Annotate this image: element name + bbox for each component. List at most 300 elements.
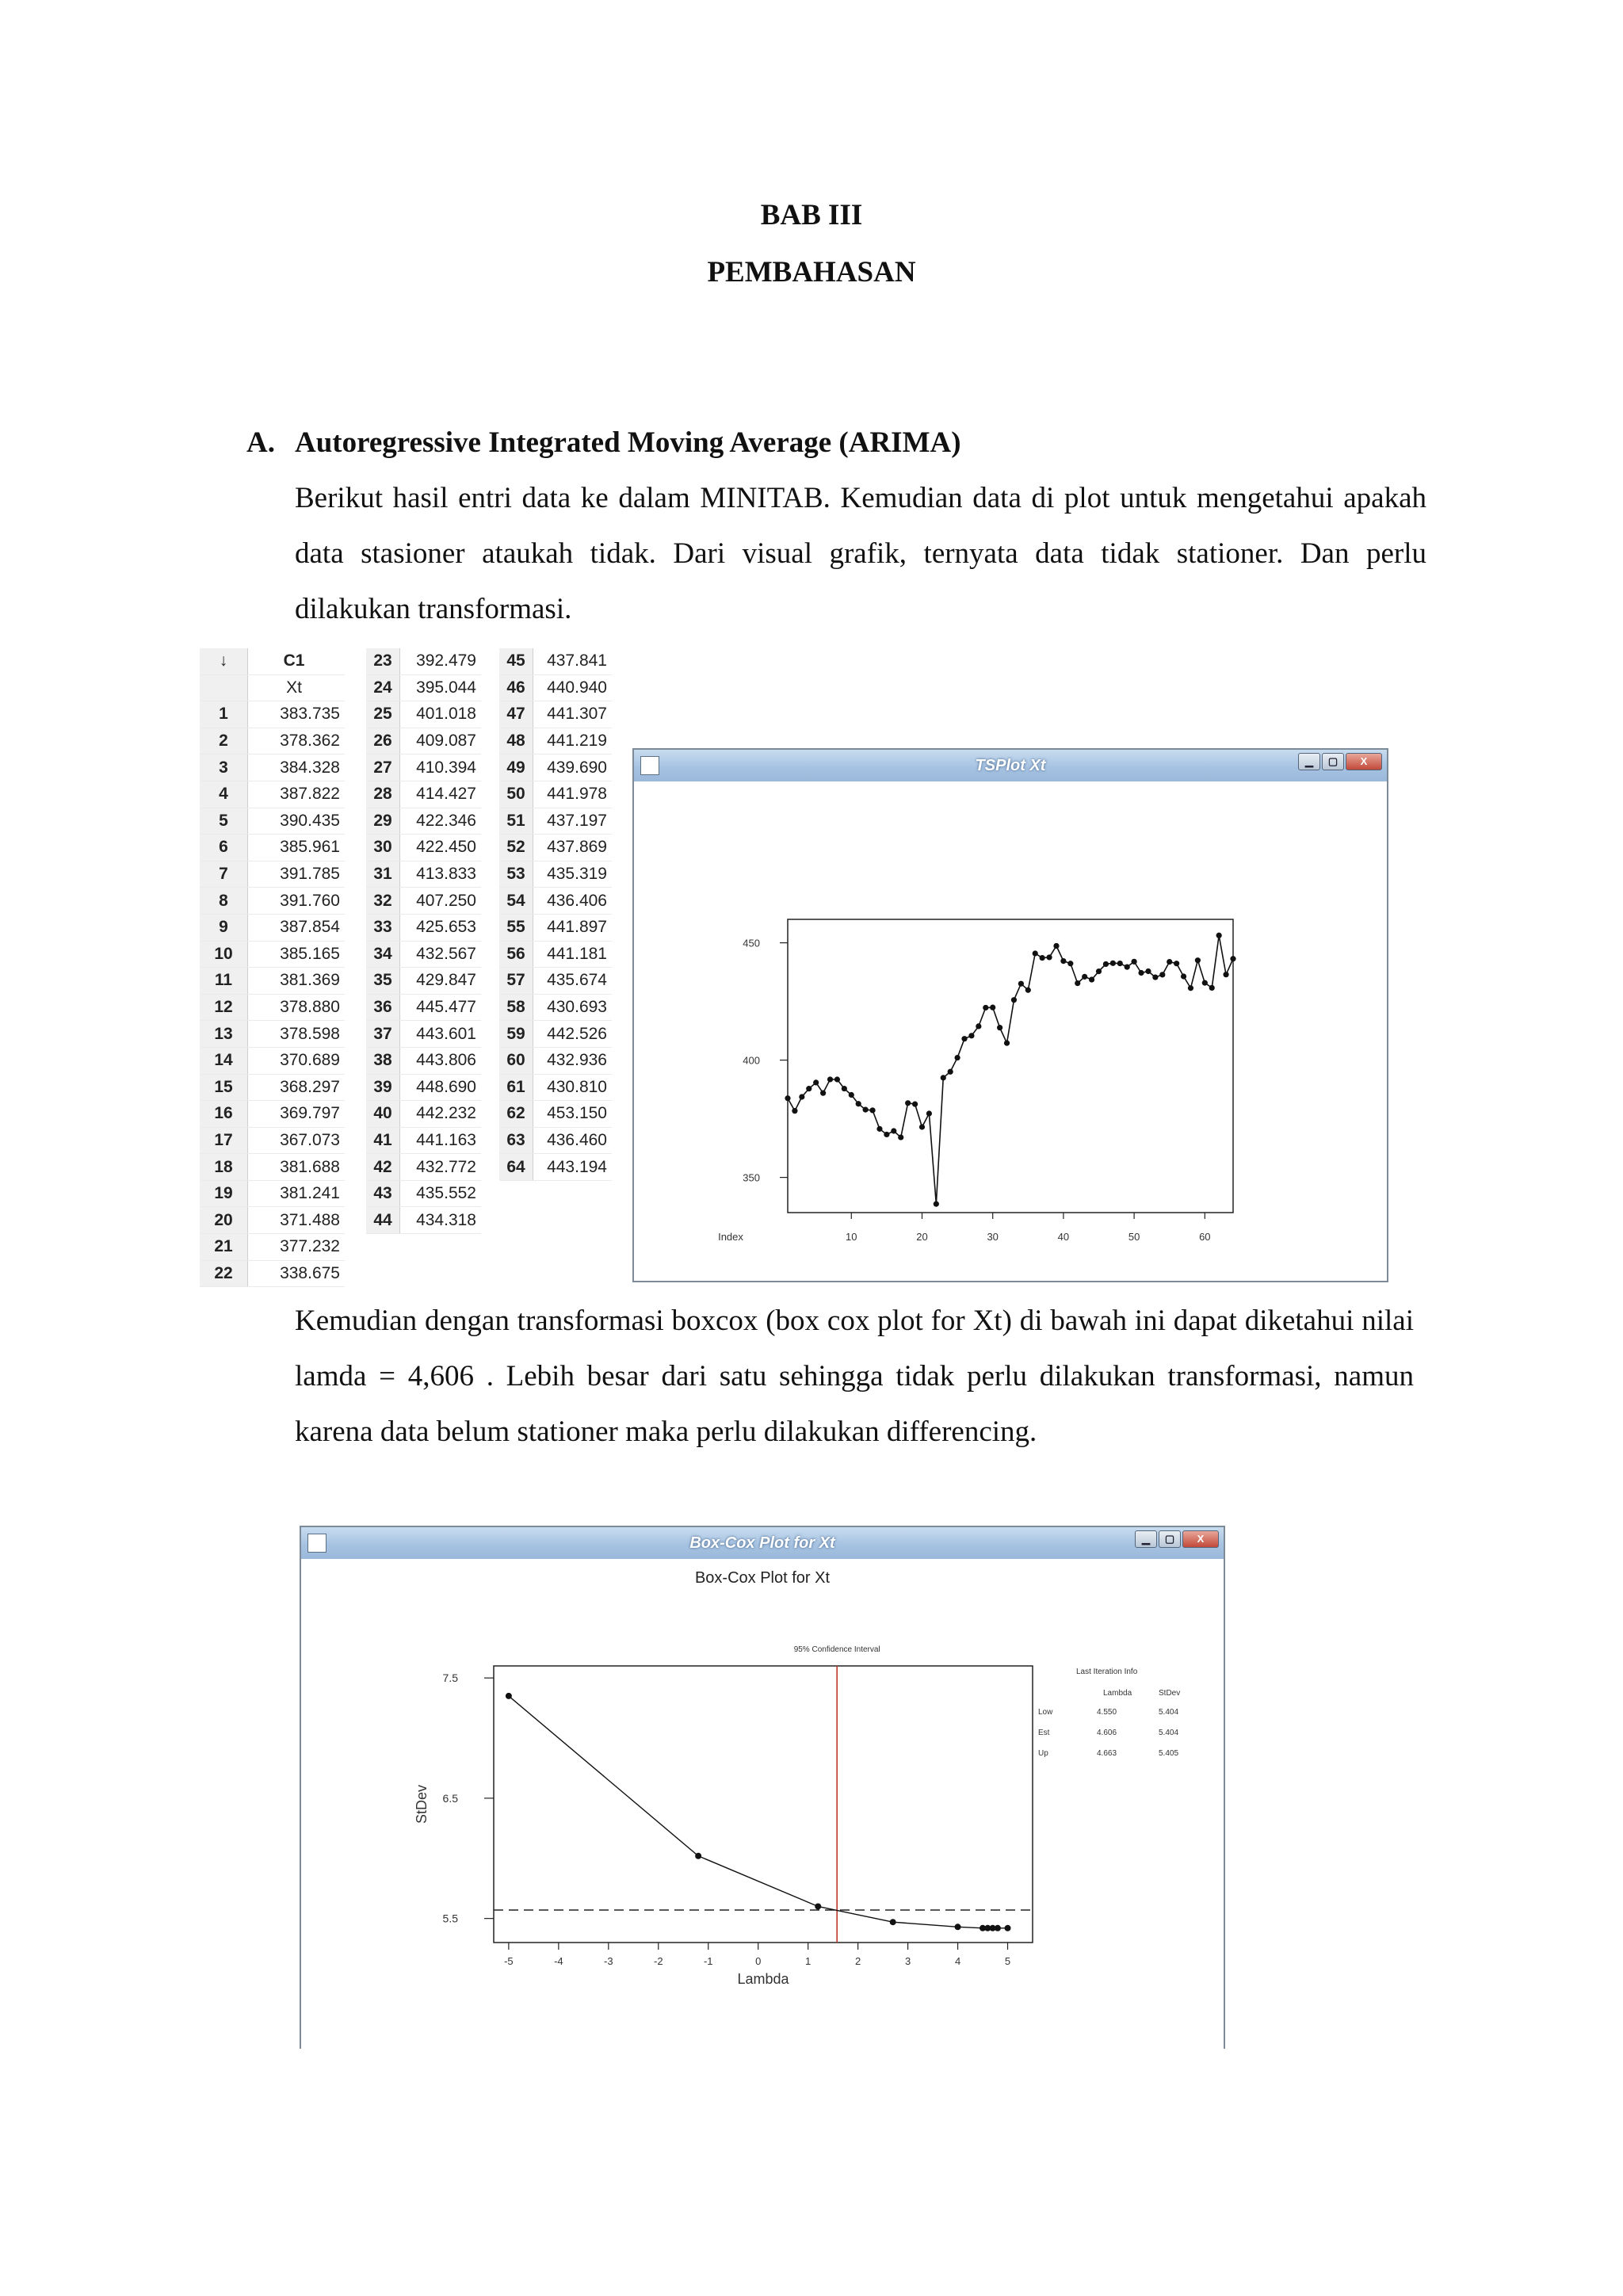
data-point [919,1124,925,1129]
worksheet-cell[interactable]: 378.598 [248,1021,346,1048]
x-tick-label: 1 [805,1955,812,1967]
worksheet-row [366,674,481,701]
worksheet-cell[interactable]: 432.936 [533,1047,613,1074]
data-point [926,1110,932,1116]
worksheet-cell[interactable]: 434.318 [400,1207,482,1234]
data-point [1152,974,1158,980]
x-tick-label: 10 [846,1231,857,1243]
data-point [806,1086,812,1091]
worksheet-row [499,914,612,941]
info-header-lambda: Lambda [1103,1689,1132,1698]
chapter-title: PEMBAHASAN [707,256,916,288]
row-number[interactable]: 45 [499,648,533,674]
row-number[interactable]: 28 [366,781,400,808]
worksheet-row [499,1047,612,1074]
worksheet-cell[interactable]: 378.880 [248,994,346,1021]
y-axis-label: StDev [414,1784,430,1824]
x-tick-label: 2 [855,1955,861,1967]
y-tick-label: 5.5 [442,1912,458,1925]
boxcox-chart [301,1559,1224,2050]
data-point [849,1092,854,1098]
worksheet-cell[interactable]: 439.690 [533,755,613,781]
minimize-button[interactable]: ▁ [1135,1530,1157,1548]
worksheet-row [499,755,612,781]
data-point [1138,970,1144,976]
x-tick-label: 40 [1057,1231,1070,1243]
row-number[interactable]: 15 [200,1074,248,1101]
row-number[interactable]: 50 [499,781,533,808]
data-point [869,1107,875,1113]
column-name-header[interactable]: C1 [248,648,346,674]
worksheet-row [366,808,481,835]
column-label-header[interactable]: Xt [248,674,346,701]
worksheet-row [366,835,481,861]
worksheet-cell[interactable]: 410.394 [400,755,482,781]
data-point [948,1069,953,1075]
worksheet-cell[interactable]: 441.219 [533,728,613,755]
worksheet-cell[interactable]: 387.822 [248,781,346,808]
worksheet-row [499,808,612,835]
worksheet-row [499,1101,612,1128]
x-tick-label: -1 [703,1955,713,1967]
worksheet-cell[interactable]: 440.940 [533,674,613,701]
x-tick-label: -2 [653,1955,663,1967]
worksheet-row [200,808,345,835]
paragraph-boxcox: Kemudian dengan transformasi boxcox (box cox plot for Xt) di bawah ini dapat diketahui nilai lamda = 4,606 . Lebih besar dari satu sehingga tidak perlu dilakukan transformasi, namun karena data belum stationer maka perlu dilakukan differencing. [295,1305,1414,1448]
data-point [1018,981,1024,987]
row-number[interactable]: 35 [366,968,400,995]
worksheet-cell[interactable]: 370.689 [248,1047,346,1074]
row-number[interactable]: 53 [499,861,533,888]
worksheet-cell[interactable]: 432.567 [400,941,482,968]
worksheet-row [200,755,345,781]
row-number[interactable]: 19 [200,1180,248,1207]
worksheet-cell[interactable]: 441.181 [533,941,613,968]
x-tick-label: 50 [1128,1231,1140,1243]
worksheet-row [200,701,345,728]
row-number[interactable]: 51 [499,808,533,835]
worksheet-cell[interactable]: 387.854 [248,914,346,941]
boxcox-window [300,1526,1225,2049]
worksheet-row [499,1127,612,1154]
worksheet-cell[interactable]: 371.488 [248,1207,346,1234]
paragraph-intro: Berikut hasil entri data ke dalam MINITAB. Kemudian data di plot untuk mengetahui apakah data stasioner ataukah tidak. Dari visual grafik, ternyata data tidak stationer. Dan perlu dilakukan transformasi. [295,482,1426,625]
row-number[interactable]: 14 [200,1047,248,1074]
worksheet-cell[interactable]: 441.163 [400,1127,482,1154]
row-number[interactable]: 21 [200,1234,248,1261]
worksheet-row [499,861,612,888]
maximize-button[interactable]: ▢ [1159,1530,1181,1548]
row-number[interactable]: 63 [499,1127,533,1154]
x-tick-label: 0 [755,1955,762,1967]
x-tick-label: 60 [1199,1231,1211,1243]
worksheet-cell[interactable]: 390.435 [248,808,346,835]
worksheet-row [200,1260,345,1287]
y-tick-label: 350 [743,1171,760,1184]
row-number[interactable]: 47 [499,701,533,728]
close-button[interactable]: X [1182,1530,1219,1548]
worksheet-cell[interactable]: 391.785 [248,861,346,888]
worksheet-cell[interactable]: 437.841 [533,648,613,674]
worksheet-cell[interactable]: 377.232 [248,1234,346,1261]
worksheet-row [200,861,345,888]
data-point [891,1128,896,1133]
worksheet-cell[interactable]: 381.688 [248,1154,346,1181]
worksheet-cell[interactable]: 407.250 [400,888,482,915]
boxcox-titlebar[interactable] [301,1527,1224,1559]
data-point [1188,985,1193,991]
data-point [968,1033,974,1038]
data-point [820,1091,826,1096]
x-tick-label: 30 [987,1231,999,1243]
worksheet-row [366,755,481,781]
worksheet-row [366,648,481,674]
worksheet-cell[interactable]: 368.297 [248,1074,346,1101]
row-number[interactable]: 40 [366,1101,400,1128]
x-tick-label: -3 [604,1955,613,1967]
row-number[interactable]: 61 [499,1074,533,1101]
worksheet-cell[interactable]: 441.978 [533,781,613,808]
worksheet-row [366,1154,481,1181]
worksheet-cell[interactable]: 443.806 [400,1047,482,1074]
info-header-stdev: StDev [1159,1689,1181,1698]
row-number[interactable]: 43 [366,1180,400,1207]
worksheet-cell[interactable]: 383.735 [248,701,346,728]
data-point [1132,959,1137,965]
data-point [890,1919,896,1925]
minitab-graph-icon [640,756,659,775]
data-point [863,1107,869,1113]
data-point [1011,997,1017,1003]
worksheet-row [200,835,345,861]
worksheet-cell[interactable]: 443.601 [400,1021,482,1048]
worksheet-row [366,994,481,1021]
data-point [1089,976,1094,982]
data-point [1004,1041,1010,1046]
worksheet-corner[interactable]: ↓ [200,648,248,674]
worksheet-row [499,781,612,808]
worksheet-row [499,835,612,861]
row-number[interactable]: 38 [366,1047,400,1074]
worksheet-cell[interactable]: 392.479 [400,648,482,674]
row-number[interactable]: 55 [499,914,533,941]
row-number[interactable]: 2 [200,728,248,755]
worksheet-row [366,888,481,915]
worksheet-cell[interactable]: 435.319 [533,861,613,888]
row-number[interactable]: 52 [499,835,533,861]
info-row-label: Est [1038,1729,1050,1737]
row-number[interactable]: 3 [200,755,248,781]
worksheet-cell[interactable]: 384.328 [248,755,346,781]
worksheet-row [366,1127,481,1154]
row-number[interactable]: 11 [200,968,248,995]
data-point [976,1023,981,1029]
data-point [1216,933,1222,938]
worksheet-cell[interactable]: 435.674 [533,968,613,995]
worksheet-column-block-3 [499,648,612,1181]
worksheet-cell[interactable]: 441.897 [533,914,613,941]
info-title: Last Iteration Info [1076,1668,1138,1676]
y-tick-label: 7.5 [442,1671,458,1685]
worksheet-row [200,1101,345,1128]
row-number[interactable]: 34 [366,941,400,968]
section-title: Autoregressive Integrated Moving Average (ARIMA) [295,426,961,459]
worksheet-cell[interactable]: 441.307 [533,701,613,728]
data-point [1209,985,1215,991]
row-number[interactable]: 10 [200,941,248,968]
worksheet-cell[interactable]: 395.044 [400,674,482,701]
data-point [1040,955,1045,961]
worksheet-column-block-2 [366,648,481,1234]
data-point [1110,961,1116,966]
row-number[interactable]: 5 [200,808,248,835]
info-row-lambda: 4.606 [1097,1729,1117,1737]
series-line [509,1696,1008,1928]
worksheet-cell[interactable]: 448.690 [400,1074,482,1101]
worksheet-row [499,1021,612,1048]
row-number[interactable]: 29 [366,808,400,835]
worksheet-row [366,1021,481,1048]
worksheet-cell[interactable]: 430.810 [533,1074,613,1101]
row-number[interactable]: 26 [366,728,400,755]
row-number[interactable]: 16 [200,1101,248,1128]
worksheet-cell[interactable]: 425.653 [400,914,482,941]
worksheet-row [200,728,345,755]
worksheet-cell[interactable]: 385.165 [248,941,346,968]
tsplot-titlebar[interactable] [634,750,1387,781]
row-number[interactable]: 60 [499,1047,533,1074]
data-point [785,1095,790,1101]
data-point [1075,980,1080,986]
row-number[interactable]: 32 [366,888,400,915]
worksheet-cell[interactable]: 409.087 [400,728,482,755]
worksheet-cell[interactable]: 432.772 [400,1154,482,1181]
row-number[interactable]: 12 [200,994,248,1021]
row-number[interactable]: 59 [499,1021,533,1048]
minitab-worksheet [200,648,612,1281]
info-row-lambda: 4.663 [1097,1749,1117,1758]
worksheet-row [499,994,612,1021]
row-number[interactable]: 44 [366,1207,400,1234]
row-number[interactable]: 64 [499,1154,533,1181]
row-number[interactable]: 27 [366,755,400,781]
data-point [934,1201,939,1207]
worksheet-cell[interactable]: 429.847 [400,968,482,995]
worksheet-row [499,728,612,755]
boxcox-chart-title: Box-Cox Plot for Xt [694,1569,831,1587]
row-number[interactable]: 58 [499,994,533,1021]
worksheet-cell[interactable]: 414.427 [400,781,482,808]
row-number[interactable]: 41 [366,1127,400,1154]
worksheet-row [200,1207,345,1234]
data-point [1067,961,1073,966]
worksheet-cell[interactable]: 435.552 [400,1180,482,1207]
worksheet-cell[interactable]: 378.362 [248,728,346,755]
confidence-interval-label: 95% Confidence Interval [793,1645,880,1654]
row-number[interactable]: 7 [200,861,248,888]
row-number[interactable]: 8 [200,888,248,915]
worksheet-row [200,1154,345,1181]
worksheet-cell[interactable]: 445.477 [400,994,482,1021]
data-point [856,1101,861,1106]
row-number[interactable]: 56 [499,941,533,968]
data-point [1025,988,1031,993]
worksheet-cell[interactable]: 422.450 [400,835,482,861]
worksheet-cell[interactable]: 391.760 [248,888,346,915]
worksheet-cell[interactable]: 442.526 [533,1021,613,1048]
row-number[interactable]: 37 [366,1021,400,1048]
row-number[interactable]: 48 [499,728,533,755]
boxcox-window-title: Box-Cox Plot for Xt [689,1534,835,1552]
row-number[interactable]: 54 [499,888,533,915]
row-number[interactable]: 33 [366,914,400,941]
row-number[interactable]: 30 [366,835,400,861]
worksheet-cell[interactable]: 430.693 [533,994,613,1021]
y-tick-label: 400 [743,1054,760,1067]
data-point [813,1079,819,1085]
worksheet-cell[interactable]: 369.797 [248,1101,346,1128]
boxcox-plot-area [494,1666,1033,1943]
worksheet-row [200,1021,345,1048]
row-number[interactable]: 17 [200,1127,248,1154]
minimize-button[interactable]: ▁ [1298,753,1320,770]
close-button[interactable]: X [1346,753,1382,770]
data-point [1167,959,1172,965]
data-point [1174,961,1179,966]
worksheet-row [499,1074,612,1101]
worksheet-cell[interactable]: 436.406 [533,888,613,915]
data-point [792,1108,797,1114]
row-number[interactable]: 46 [499,674,533,701]
x-tick-label: -5 [504,1955,514,1967]
x-tick-label: 4 [954,1955,961,1967]
minitab-graph-icon [307,1534,327,1553]
worksheet-row [366,861,481,888]
data-point [815,1903,821,1909]
row-number[interactable]: 49 [499,755,533,781]
worksheet-cell[interactable]: 443.194 [533,1154,613,1181]
worksheet-row [200,1127,345,1154]
data-point [1053,943,1059,949]
worksheet-cell[interactable]: 413.833 [400,861,482,888]
row-number[interactable]: 25 [366,701,400,728]
chapter-number: BAB III [760,199,863,231]
data-point [827,1076,833,1082]
x-axis-label: Lambda [737,1971,789,1987]
row-number[interactable]: 39 [366,1074,400,1101]
data-point [842,1086,847,1091]
info-row-label: Up [1038,1749,1048,1758]
data-point [905,1100,911,1106]
tsplot-plot-area [788,919,1233,1213]
info-row-lambda: 4.550 [1097,1708,1117,1717]
y-tick-label: 450 [743,937,760,949]
worksheet-row [366,1207,481,1234]
data-point [1096,968,1102,974]
row-number[interactable]: 31 [366,861,400,888]
data-point [799,1094,804,1099]
worksheet-column-block-1 [200,648,345,1287]
worksheet-cell[interactable]: 385.961 [248,835,346,861]
worksheet-cell[interactable]: 422.346 [400,808,482,835]
x-tick-label: 3 [904,1955,911,1967]
worksheet-cell[interactable]: 338.675 [248,1260,346,1287]
data-point [1145,968,1151,974]
worksheet-row [200,994,345,1021]
info-row-stdev: 5.404 [1159,1708,1179,1717]
worksheet-cell[interactable]: 436.460 [533,1127,613,1154]
data-point [1125,965,1130,970]
data-point [941,1075,946,1080]
worksheet-row [366,1101,481,1128]
worksheet-row [200,914,345,941]
row-number[interactable]: 42 [366,1154,400,1181]
data-point [834,1076,840,1082]
data-point [1117,961,1123,966]
info-row-label: Low [1038,1708,1053,1717]
tsplot-window [632,748,1388,1282]
row-number[interactable]: 23 [366,648,400,674]
row-number[interactable]: 36 [366,994,400,1021]
row-number[interactable]: 24 [366,674,400,701]
worksheet-row [499,701,612,728]
data-point [506,1693,512,1699]
worksheet-row [200,1047,345,1074]
worksheet-cell[interactable]: 381.369 [248,968,346,995]
worksheet-cell[interactable]: 381.241 [248,1180,346,1207]
data-point [1005,1925,1011,1931]
worksheet-row [366,781,481,808]
data-point [961,1036,967,1041]
row-number[interactable]: 57 [499,968,533,995]
worksheet-cell[interactable]: 453.150 [533,1101,613,1128]
row-number[interactable]: 18 [200,1154,248,1181]
worksheet-cell[interactable]: 437.197 [533,808,613,835]
row-number[interactable]: 9 [200,914,248,941]
tsplot-window-title: TSPlot Xt [975,757,1046,774]
worksheet-row [200,1180,345,1207]
row-number[interactable]: 13 [200,1021,248,1048]
data-point [1159,972,1165,977]
worksheet-cell[interactable]: 442.232 [400,1101,482,1128]
worksheet-row [499,674,612,701]
row-number[interactable]: 62 [499,1101,533,1128]
row-number[interactable]: 20 [200,1207,248,1234]
worksheet-cell[interactable]: 437.869 [533,835,613,861]
data-point [898,1134,903,1140]
worksheet-row [366,701,481,728]
tsplot-chart [634,781,1387,1281]
data-point [1230,956,1235,961]
worksheet-cell[interactable]: 367.073 [248,1127,346,1154]
worksheet-row [200,941,345,968]
row-number[interactable]: 1 [200,701,248,728]
worksheet-row [200,968,345,995]
y-tick-label: 6.5 [442,1791,458,1805]
data-point [876,1126,882,1132]
row-number[interactable]: 22 [200,1260,248,1287]
info-row-stdev: 5.404 [1159,1729,1179,1737]
data-point [995,1925,1001,1931]
data-point [1103,961,1109,967]
worksheet-row [366,1047,481,1074]
data-point [1223,972,1228,977]
row-number[interactable]: 4 [200,781,248,808]
row-number[interactable]: 6 [200,835,248,861]
worksheet-row [499,1154,612,1181]
worksheet-cell[interactable]: 401.018 [400,701,482,728]
maximize-button[interactable]: ▢ [1322,753,1344,770]
